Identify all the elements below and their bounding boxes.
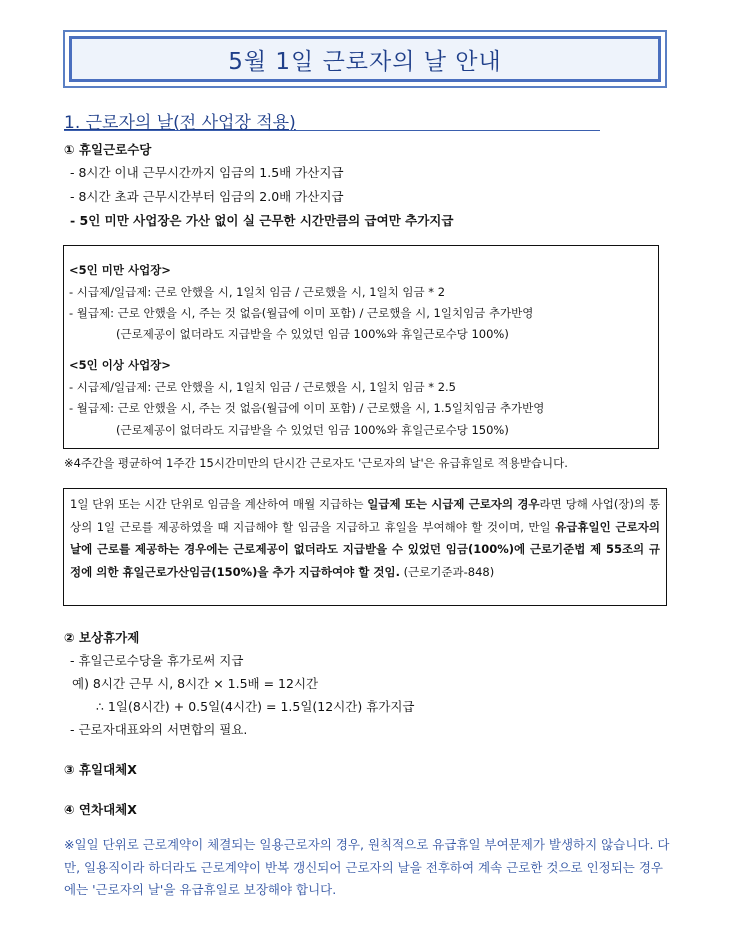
item-1-line: - 8시간 이내 근무시간까지 임금의 1.5배 가산지급: [70, 165, 344, 180]
item-2-line: - 휴일근로수당을 휴가로써 지급: [70, 653, 244, 668]
item-3-heading: ③ 휴일대체Ⅹ: [64, 762, 137, 777]
item-1-line: - 8시간 초과 근무시간부터 임금의 2.0배 가산지급: [70, 189, 344, 204]
item-4-heading: ④ 연차대체Ⅹ: [64, 802, 137, 817]
box-line: - 월급제: 근로 안했을 시, 주는 것 없음(월급에 이미 포함) / 근로했을 시, 1.5일치임금 추가반영: [69, 401, 545, 415]
item-1-heading: ① 휴일근로수당: [64, 142, 152, 157]
section-1-title: 1. 근로자의 날(전 사업장 적용): [64, 113, 296, 133]
title-box: [69, 36, 661, 82]
section-1-heading: [64, 108, 600, 131]
box-line: <5인 미만 사업장>: [69, 263, 171, 277]
box2-bold: 유급휴일인 근로자의 날에 근로를 제공하는 경우에는 근로제공이 없더라도 지급받을 수 있었던 임금(100%)에 근로기준법 제 55조의 규정에 의한 휴일근로가산임금(150%)을 추가 지급하여야 할 것임.: [70, 519, 660, 579]
box2-text: 라면 당해 사업(장)의 통상의 1일 근로를 제공하였을 때 지급해야 할 임금을 지급하고 휴일을 부여해야 할 것이며, 만일: [70, 497, 660, 534]
box-line: - 월급제: 근로 안했을 시, 주는 것 없음(월급에 이미 포함) / 근로했을 시, 1일치임금 추가반영: [69, 306, 534, 320]
title-frame: [63, 30, 667, 88]
box-line: - 시급제/일급제: 근로 안했을 시, 1일치 임금 / 근로했을 시, 1일치 임금 * 2.5: [69, 380, 457, 394]
part-time-note: ※4주간을 평균하여 1주간 15시간미만의 단시간 근로자도 '근로자의 날'은 유급휴일로 적용받습니다.: [64, 456, 568, 470]
box-line: - 시급제/일급제: 근로 안했을 시, 1일치 임금 / 근로했을 시, 1일치 임금 * 2: [69, 285, 446, 299]
box-line: <5인 이상 사업장>: [69, 358, 171, 372]
box2-reference: (근로기준과-848): [399, 564, 495, 579]
item-2-heading: ② 보상휴가제: [64, 630, 140, 645]
box-line: (근로제공이 없더라도 지급받을 수 있었던 임금 100%와 휴일근로수당 150%): [116, 423, 509, 437]
box2-bold: 일급제 또는 시급제 근로자의 경우: [367, 497, 540, 511]
box-line: (근로제공이 없더라도 지급받을 수 있었던 임금 100%와 휴일근로수당 100%): [116, 327, 509, 341]
box2-text: 1일 단위 또는 시간 단위로 임금을 계산하여 매월 지급하는: [70, 497, 368, 511]
item-2-line: 예) 8시간 근무 시, 8시간 × 1.5배 = 12시간: [72, 676, 319, 691]
item-2-line: - 근로자대표와의 서면합의 필요.: [70, 722, 248, 737]
daily-worker-note: ※일일 단위로 근로계약이 체결되는 일용근로자의 경우, 원칙적으로 유급휴일 부여문제가 발생하지 않습니다. 다만, 일용직이라 하더라도 근로계약이 반복 갱신되어 근로자의 날을 전후하여 계속 근로한 것으로 인정되는 경우에는 '근로자의 날'을 유급휴일로 보장해야 합니다.: [64, 837, 670, 897]
item-1-line: - 5인 미만 사업장은 가산 없이 실 근무한 시간만큼의 급여만 추가지급: [70, 213, 454, 228]
wage-rules-box: [63, 245, 659, 449]
legal-interpretation-box: [63, 488, 667, 606]
item-2-line: ∴ 1일(8시간) + 0.5일(4시간) = 1.5일(12시간) 휴가지급: [96, 699, 415, 714]
page-title: 5월 1일 근로자의 날 안내: [228, 48, 502, 75]
